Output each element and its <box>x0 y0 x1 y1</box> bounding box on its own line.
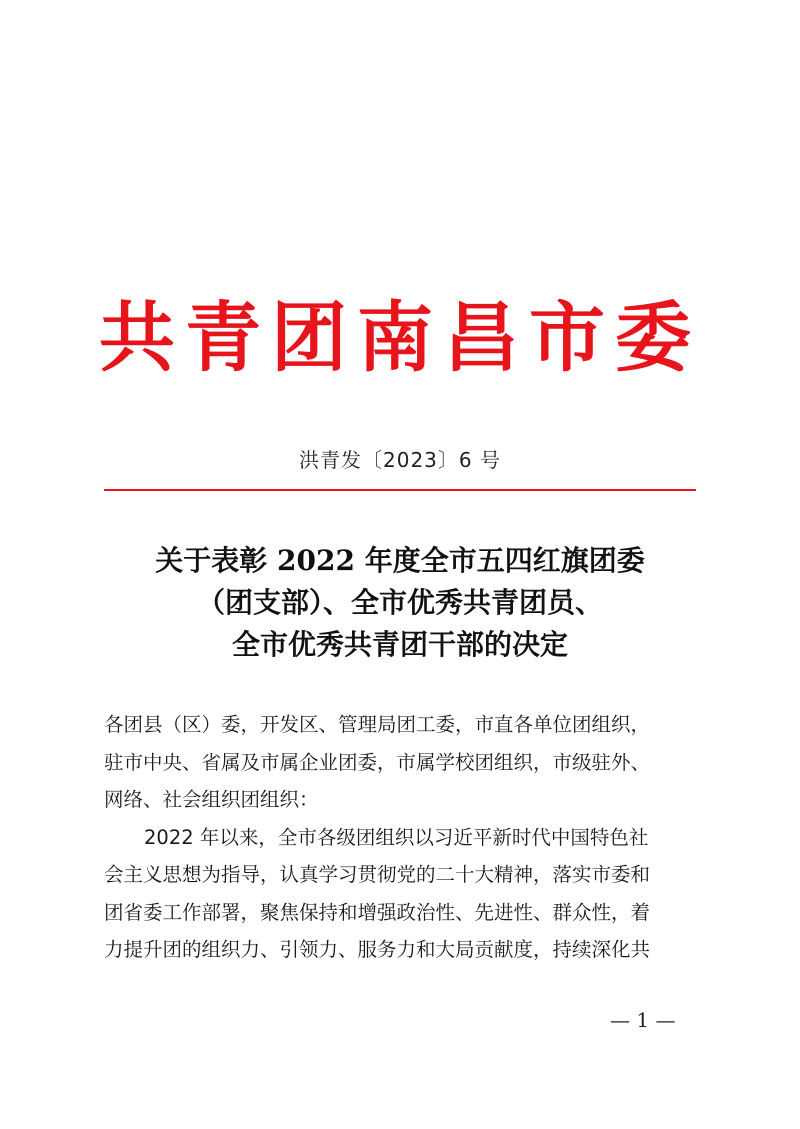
salutation-line: 各团县（区）委，开发区、管理局团工委，市直各单位团组织， <box>104 713 651 736</box>
title-line: 全市优秀共青团干部的决定 <box>231 628 568 661</box>
title-line: 关于表彰 2022 年度全市五四红旗团委 <box>155 544 645 577</box>
salutation-line: 网络、社会组织团组织： <box>104 788 319 811</box>
red-divider-line <box>104 489 696 491</box>
title-line: （团支部）、全市优秀共青团员、 <box>196 586 603 619</box>
paragraph-line: 力提升团的组织力、引领力、服务力和大局贡献度，持续深化共 <box>104 938 651 961</box>
paragraph-line: 会主义思想为指导，认真学习贯彻党的二十大精神，落实市委和 <box>104 863 651 886</box>
salutation-line: 驻市中央、省属及市属企业团委，市属学校团组织，市级驻外、 <box>104 750 651 774</box>
paragraph-line: 2022 年以来，全市各级团组织以习近平新时代中国特色社 <box>144 825 649 849</box>
paragraph-line: 团省委工作部署，聚焦保持和增强政治性、先进性、群众性，着 <box>104 900 651 924</box>
document-body <box>104 706 696 969</box>
document-title <box>60 540 740 666</box>
page-number: — 1 — <box>610 1008 676 1032</box>
issuer-title: 共青团南昌市委 <box>99 293 701 382</box>
document-number: 洪青发〔2023〕6 号 <box>299 448 501 472</box>
